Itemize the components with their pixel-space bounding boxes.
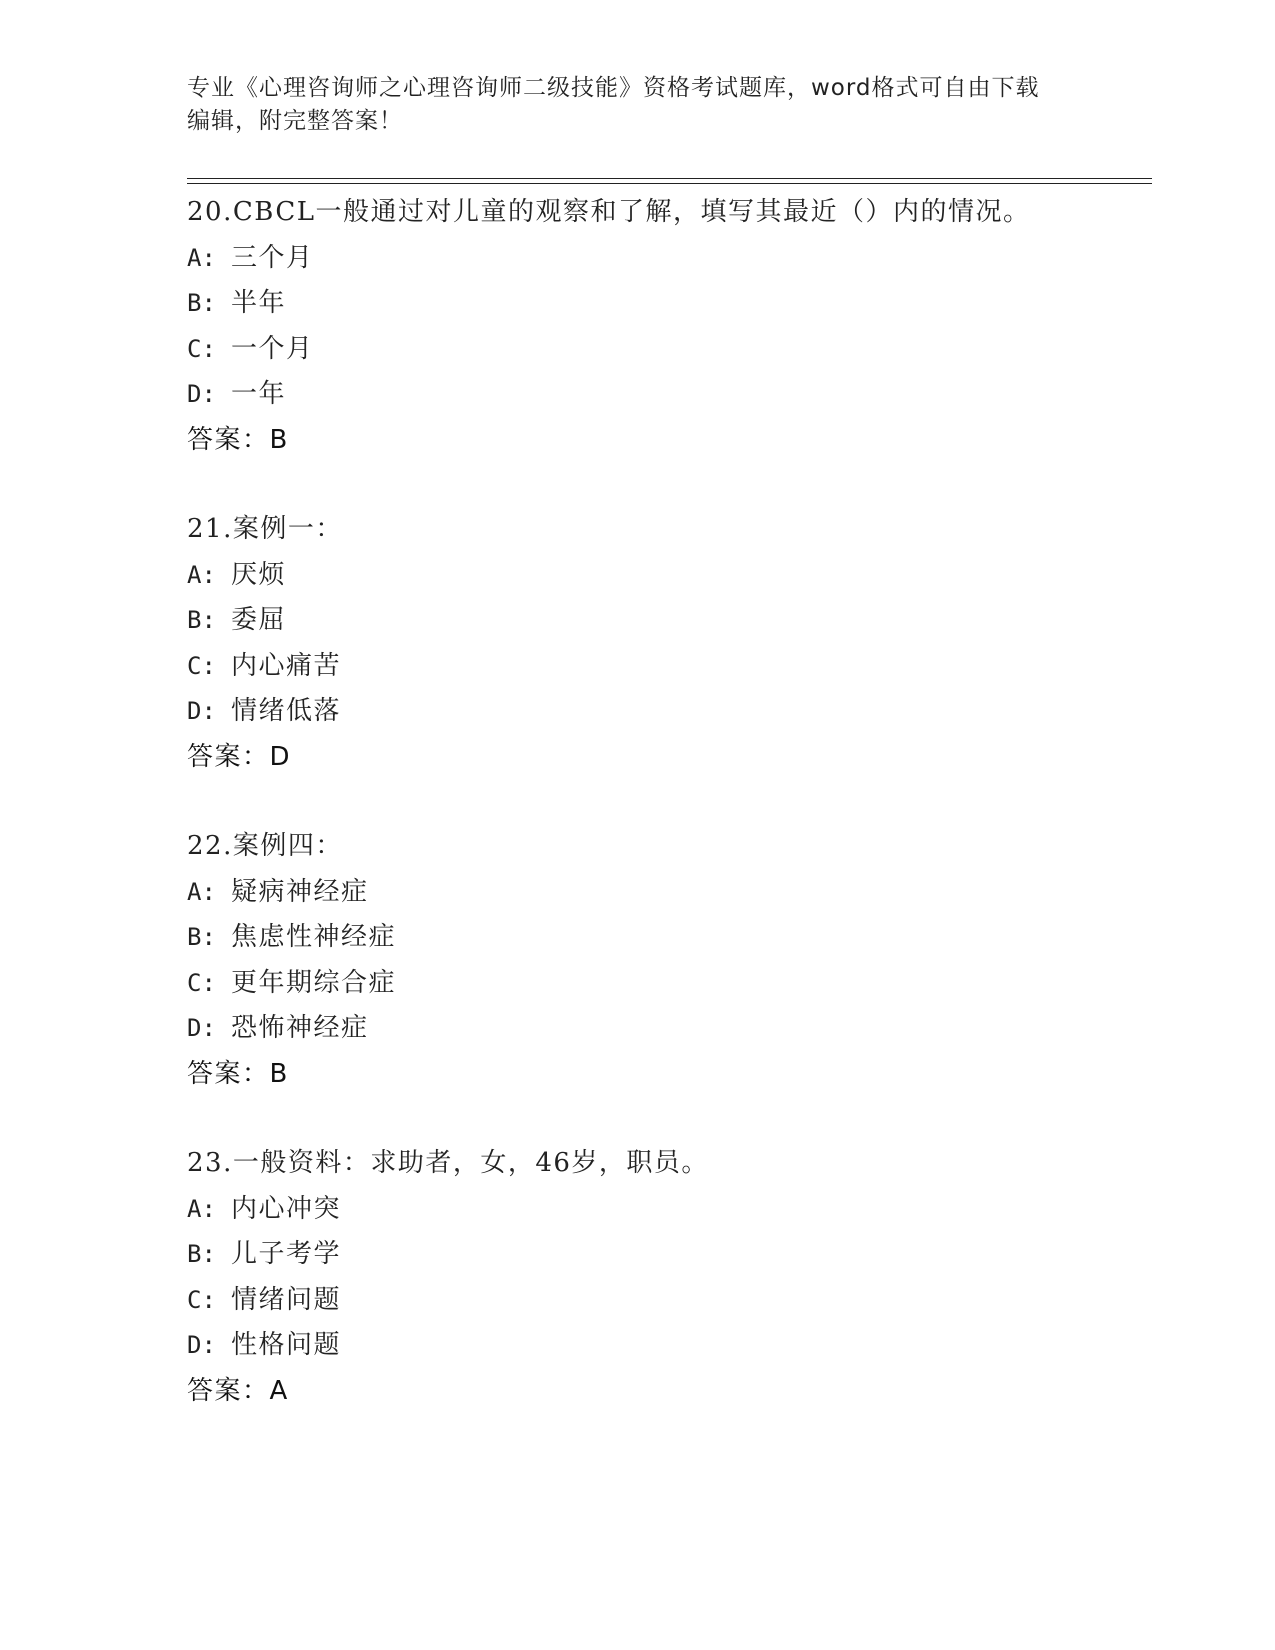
question-22: [187, 824, 1147, 1097]
option-letter: D:: [187, 697, 216, 725]
option-text: 儿子考学: [231, 1239, 342, 1269]
option-c: [187, 961, 1147, 1007]
option-letter: A:: [187, 243, 216, 272]
option-text: 情绪低落: [231, 696, 342, 726]
option-d: [187, 372, 1147, 418]
header-line-2: 编辑，附完整答案！: [187, 108, 403, 134]
question-title: 21.案例一：: [187, 514, 343, 544]
header-divider-bottom: [187, 183, 1152, 184]
option-text: 恐怖神经症: [231, 1013, 369, 1043]
option-letter: B:: [187, 289, 216, 317]
option-letter: A:: [187, 877, 216, 906]
option-d: [187, 689, 1147, 735]
option-letter: B:: [187, 923, 216, 951]
option-c: [187, 1278, 1147, 1324]
option-d: [187, 1323, 1147, 1369]
question-title: 23.一般资料：求助者，女，46岁，职员。: [187, 1148, 709, 1178]
option-c: [187, 644, 1147, 690]
option-letter: A:: [187, 1194, 216, 1223]
option-b: [187, 915, 1147, 961]
option-b: [187, 598, 1147, 644]
option-text: 更年期综合症: [231, 967, 397, 998]
option-letter: C:: [187, 334, 216, 363]
option-text: 内心痛苦: [231, 650, 342, 681]
option-text: 情绪问题: [231, 1284, 342, 1315]
document-header: [187, 72, 1077, 138]
answer-line: 答案：D: [187, 741, 292, 772]
option-b: [187, 1232, 1147, 1278]
option-a: [187, 1187, 1147, 1233]
answer-line: 答案：B: [187, 1058, 289, 1089]
option-text: 内心冲突: [231, 1193, 342, 1224]
option-text: 一个月: [231, 333, 314, 364]
option-text: 焦虑性神经症: [231, 922, 397, 952]
option-letter: B:: [187, 1240, 216, 1268]
question-list: [187, 190, 1147, 1458]
option-a: [187, 236, 1147, 282]
option-letter: C:: [187, 968, 216, 997]
question-title: 20.CBCL一般通过对儿童的观察和了解，填写其最近（）内的情况。: [187, 197, 1031, 227]
option-text: 委屈: [231, 605, 287, 635]
header-line-1: 专业《心理咨询师之心理咨询师二级技能》资格考试题库，word格式可自由下载: [187, 75, 1040, 101]
option-letter: D:: [187, 1331, 216, 1359]
option-b: [187, 281, 1147, 327]
option-a: [187, 870, 1147, 916]
option-text: 厌烦: [231, 559, 287, 590]
question-title: 22.案例四：: [187, 831, 343, 861]
question-21: [187, 507, 1147, 780]
option-d: [187, 1006, 1147, 1052]
option-text: 疑病神经症: [231, 876, 369, 907]
header-divider-top: [187, 178, 1152, 179]
option-letter: B:: [187, 606, 216, 634]
option-text: 一年: [231, 379, 287, 409]
option-letter: A:: [187, 560, 216, 589]
question-23: [187, 1141, 1147, 1414]
option-c: [187, 327, 1147, 373]
option-letter: D:: [187, 380, 216, 408]
option-text: 半年: [231, 288, 287, 318]
option-a: [187, 553, 1147, 599]
option-letter: C:: [187, 1285, 216, 1314]
option-text: 性格问题: [231, 1330, 342, 1360]
answer-line: 答案：A: [187, 1375, 289, 1406]
option-letter: D:: [187, 1014, 216, 1042]
option-letter: C:: [187, 651, 216, 680]
answer-line: 答案：B: [187, 424, 289, 455]
question-20: [187, 190, 1147, 463]
option-text: 三个月: [231, 242, 314, 273]
